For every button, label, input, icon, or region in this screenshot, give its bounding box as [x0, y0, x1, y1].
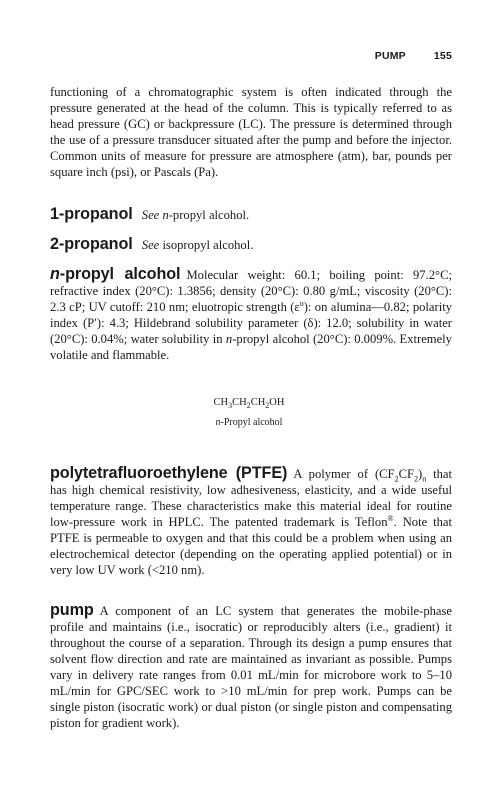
- entry-ptfe: [50, 465, 452, 578]
- running-header: [50, 49, 452, 63]
- page-number: 155: [433, 50, 452, 62]
- intro-paragraph: functioning of a chromatographic system is often indicated through the pressure generated at the head of the column. This is typically referred to as head pressure (GC) or backpressure (LC). The pressure is determined through the use of a pressure transducer situated after the pump and before the injector. Common units of measure for pressure are atmosphere (atm), bar, pounds per square inch (psi), or Pascals (Pa).: [50, 85, 452, 179]
- running-head-title: PUMP: [374, 50, 406, 62]
- see-label: See: [141, 208, 160, 222]
- entry-2-propanol: [50, 236, 452, 253]
- entry-headword: pump: [50, 601, 94, 619]
- entry-pump: [50, 602, 452, 731]
- entry-headword: 1-propanol: [50, 205, 133, 223]
- entry-headword: n-propyl alcohol: [50, 265, 181, 283]
- entry-1-propanol: [50, 206, 452, 223]
- structure-caption: n-Propyl alcohol: [215, 417, 283, 428]
- entry-n-propyl-alcohol: [50, 266, 452, 363]
- entry-headword: polytetrafluoroethylene (PTFE): [50, 464, 288, 482]
- cross-reference[interactable]: isopropyl alcohol.: [162, 238, 254, 252]
- cross-reference[interactable]: n-propyl alcohol.: [162, 208, 250, 222]
- structure-formula: $CH_3CH_2CH_2OH$: [213, 397, 285, 411]
- see-label: See: [141, 238, 160, 252]
- entry-body: A polymer of $(CF_2CF_2)_n$ that has high chemical resistivity, low adhesiveness, elasticity, and a wide useful temperature range. These characteristics make this material ideal for routine low-pressure work in HPLC. The patented trademark is Teflon®. Note that PTFE is permeable to oxygen and that this could be a problem when using an electrochemical detector (depending on the operating applied potential) or in very low UV work (<210 nm).: [50, 467, 453, 577]
- entry-headword: 2-propanol: [50, 235, 133, 253]
- entry-body: A component of an LC system that generates the mobile-phase profile and maintains (i.e., isocratic) or reproducibly alters (i.e., gradient) it throughout the course of a separation. Through its design a pump ensures that solvent flow direction and rate are maintained as invariant as possible. Pumps vary in delivery rate ranges from 0.01 mL/min for microbore work to 5–10 mL/min for GPC/SEC work to >10 mL/min for prep work. Pumps can be single piston (isocratic work) or dual piston (or single piston and compensating piston for gradient work).: [50, 604, 452, 730]
- entry-body: Molecular weight: 60.1; boiling point: 97.2°C; refractive index (20°C): 1.3856; density (20°C): 0.80 g/mL; viscosity (20°C): 2.3 cP; UV cutoff: 210 nm; eluotropic strength $(\varepsilon^o)$: on alumina—0.82; polarity index (P′): 4.3; Hildebrand solubility parameter (δ): 12.0; solubility in water (20°C): 0.04%; water solubility in n-propyl alcohol (20°C): 0.009%. Extremely volatile and flammable.: [50, 268, 452, 362]
